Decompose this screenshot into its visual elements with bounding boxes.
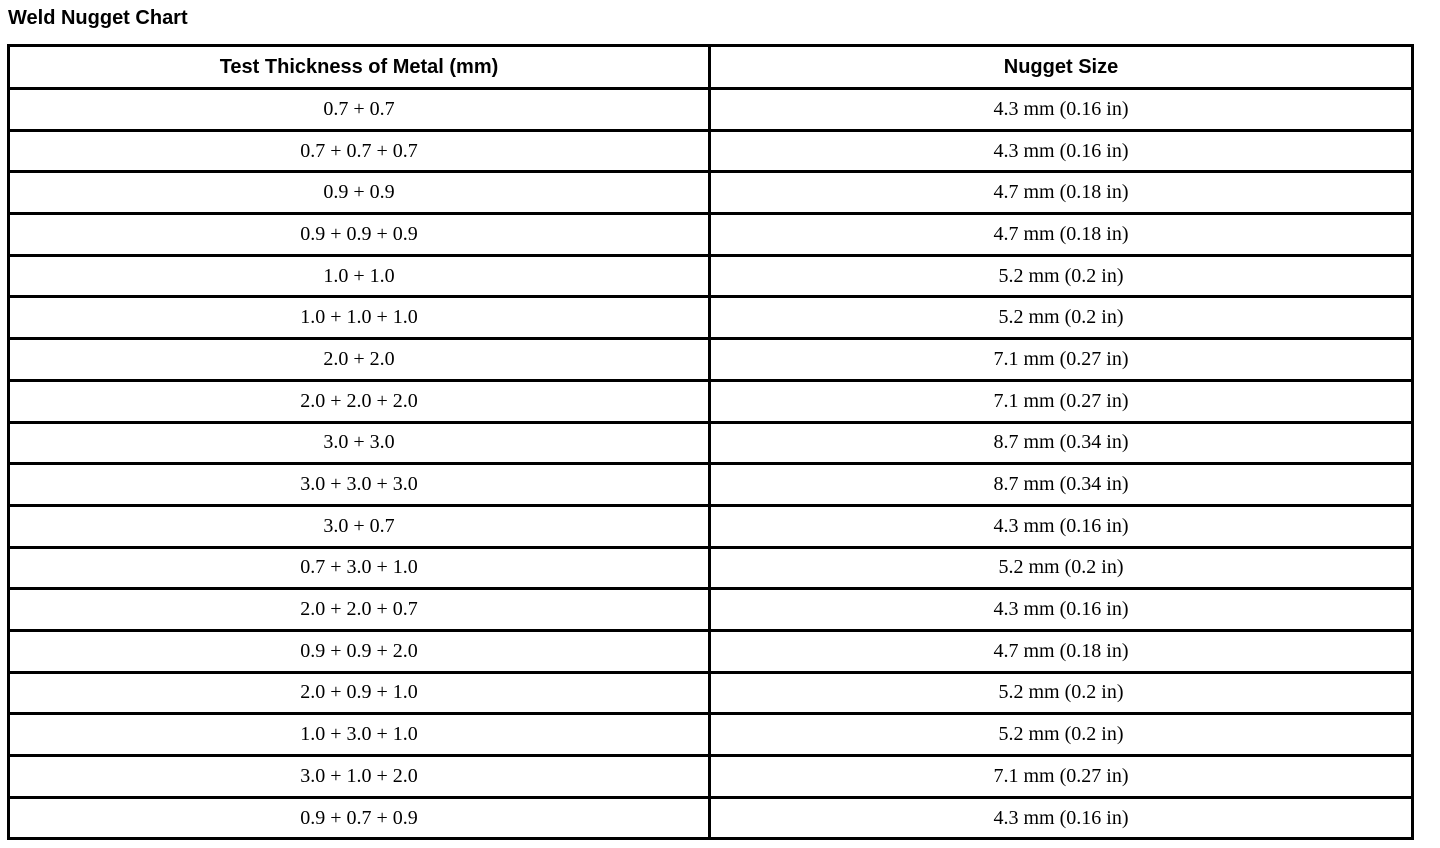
table-row xyxy=(9,505,1413,547)
thickness-cell: 1.0 + 3.0 + 1.0 xyxy=(9,714,710,756)
thickness-cell: 0.7 + 0.7 + 0.7 xyxy=(9,130,710,172)
nugget-size-cell: 5.2 mm (0.2 in) xyxy=(710,714,1413,756)
thickness-cell: 0.7 + 0.7 xyxy=(9,89,710,131)
thickness-cell: 1.0 + 1.0 + 1.0 xyxy=(9,297,710,339)
thickness-cell: 1.0 + 1.0 xyxy=(9,255,710,297)
nugget-size-cell: 8.7 mm (0.34 in) xyxy=(710,464,1413,506)
thickness-cell: 0.9 + 0.7 + 0.9 xyxy=(9,797,710,839)
thickness-cell: 0.7 + 3.0 + 1.0 xyxy=(9,547,710,589)
nugget-size-cell: 5.2 mm (0.2 in) xyxy=(710,297,1413,339)
column-header-thickness: Test Thickness of Metal (mm) xyxy=(9,46,710,89)
nugget-size-cell: 8.7 mm (0.34 in) xyxy=(710,422,1413,464)
nugget-size-cell: 4.3 mm (0.16 in) xyxy=(710,505,1413,547)
page-title: Weld Nugget Chart xyxy=(8,7,188,29)
thickness-cell: 3.0 + 3.0 + 3.0 xyxy=(9,464,710,506)
nugget-size-cell: 7.1 mm (0.27 in) xyxy=(710,756,1413,798)
table-row xyxy=(9,714,1413,756)
table-row xyxy=(9,672,1413,714)
table-row xyxy=(9,130,1413,172)
thickness-cell: 2.0 + 2.0 + 0.7 xyxy=(9,589,710,631)
thickness-cell: 2.0 + 0.9 + 1.0 xyxy=(9,672,710,714)
thickness-cell: 0.9 + 0.9 xyxy=(9,172,710,214)
thickness-cell: 3.0 + 3.0 xyxy=(9,422,710,464)
table-row xyxy=(9,339,1413,381)
table-row xyxy=(9,797,1413,839)
nugget-size-cell: 4.3 mm (0.16 in) xyxy=(710,589,1413,631)
table-row xyxy=(9,255,1413,297)
nugget-size-cell: 4.3 mm (0.16 in) xyxy=(710,797,1413,839)
table-row xyxy=(9,630,1413,672)
table-row xyxy=(9,756,1413,798)
thickness-cell: 0.9 + 0.9 + 2.0 xyxy=(9,630,710,672)
nugget-size-cell: 4.7 mm (0.18 in) xyxy=(710,214,1413,256)
nugget-size-cell: 7.1 mm (0.27 in) xyxy=(710,339,1413,381)
table-row xyxy=(9,214,1413,256)
thickness-cell: 2.0 + 2.0 + 2.0 xyxy=(9,380,710,422)
nugget-size-cell: 4.3 mm (0.16 in) xyxy=(710,130,1413,172)
table-row xyxy=(9,464,1413,506)
thickness-cell: 3.0 + 0.7 xyxy=(9,505,710,547)
nugget-size-cell: 5.2 mm (0.2 in) xyxy=(710,547,1413,589)
table-row xyxy=(9,297,1413,339)
table-row xyxy=(9,589,1413,631)
thickness-cell: 2.0 + 2.0 xyxy=(9,339,710,381)
thickness-cell: 3.0 + 1.0 + 2.0 xyxy=(9,756,710,798)
table-header-row xyxy=(9,46,1413,89)
table-row xyxy=(9,89,1413,131)
table-row xyxy=(9,172,1413,214)
table-row xyxy=(9,380,1413,422)
nugget-size-cell: 5.2 mm (0.2 in) xyxy=(710,255,1413,297)
nugget-size-cell: 4.7 mm (0.18 in) xyxy=(710,172,1413,214)
weld-nugget-table xyxy=(7,44,1414,840)
column-header-nugget-size: Nugget Size xyxy=(710,46,1413,89)
nugget-size-cell: 4.3 mm (0.16 in) xyxy=(710,89,1413,131)
nugget-size-cell: 5.2 mm (0.2 in) xyxy=(710,672,1413,714)
thickness-cell: 0.9 + 0.9 + 0.9 xyxy=(9,214,710,256)
table-row xyxy=(9,422,1413,464)
nugget-size-cell: 7.1 mm (0.27 in) xyxy=(710,380,1413,422)
table-row xyxy=(9,547,1413,589)
nugget-size-cell: 4.7 mm (0.18 in) xyxy=(710,630,1413,672)
